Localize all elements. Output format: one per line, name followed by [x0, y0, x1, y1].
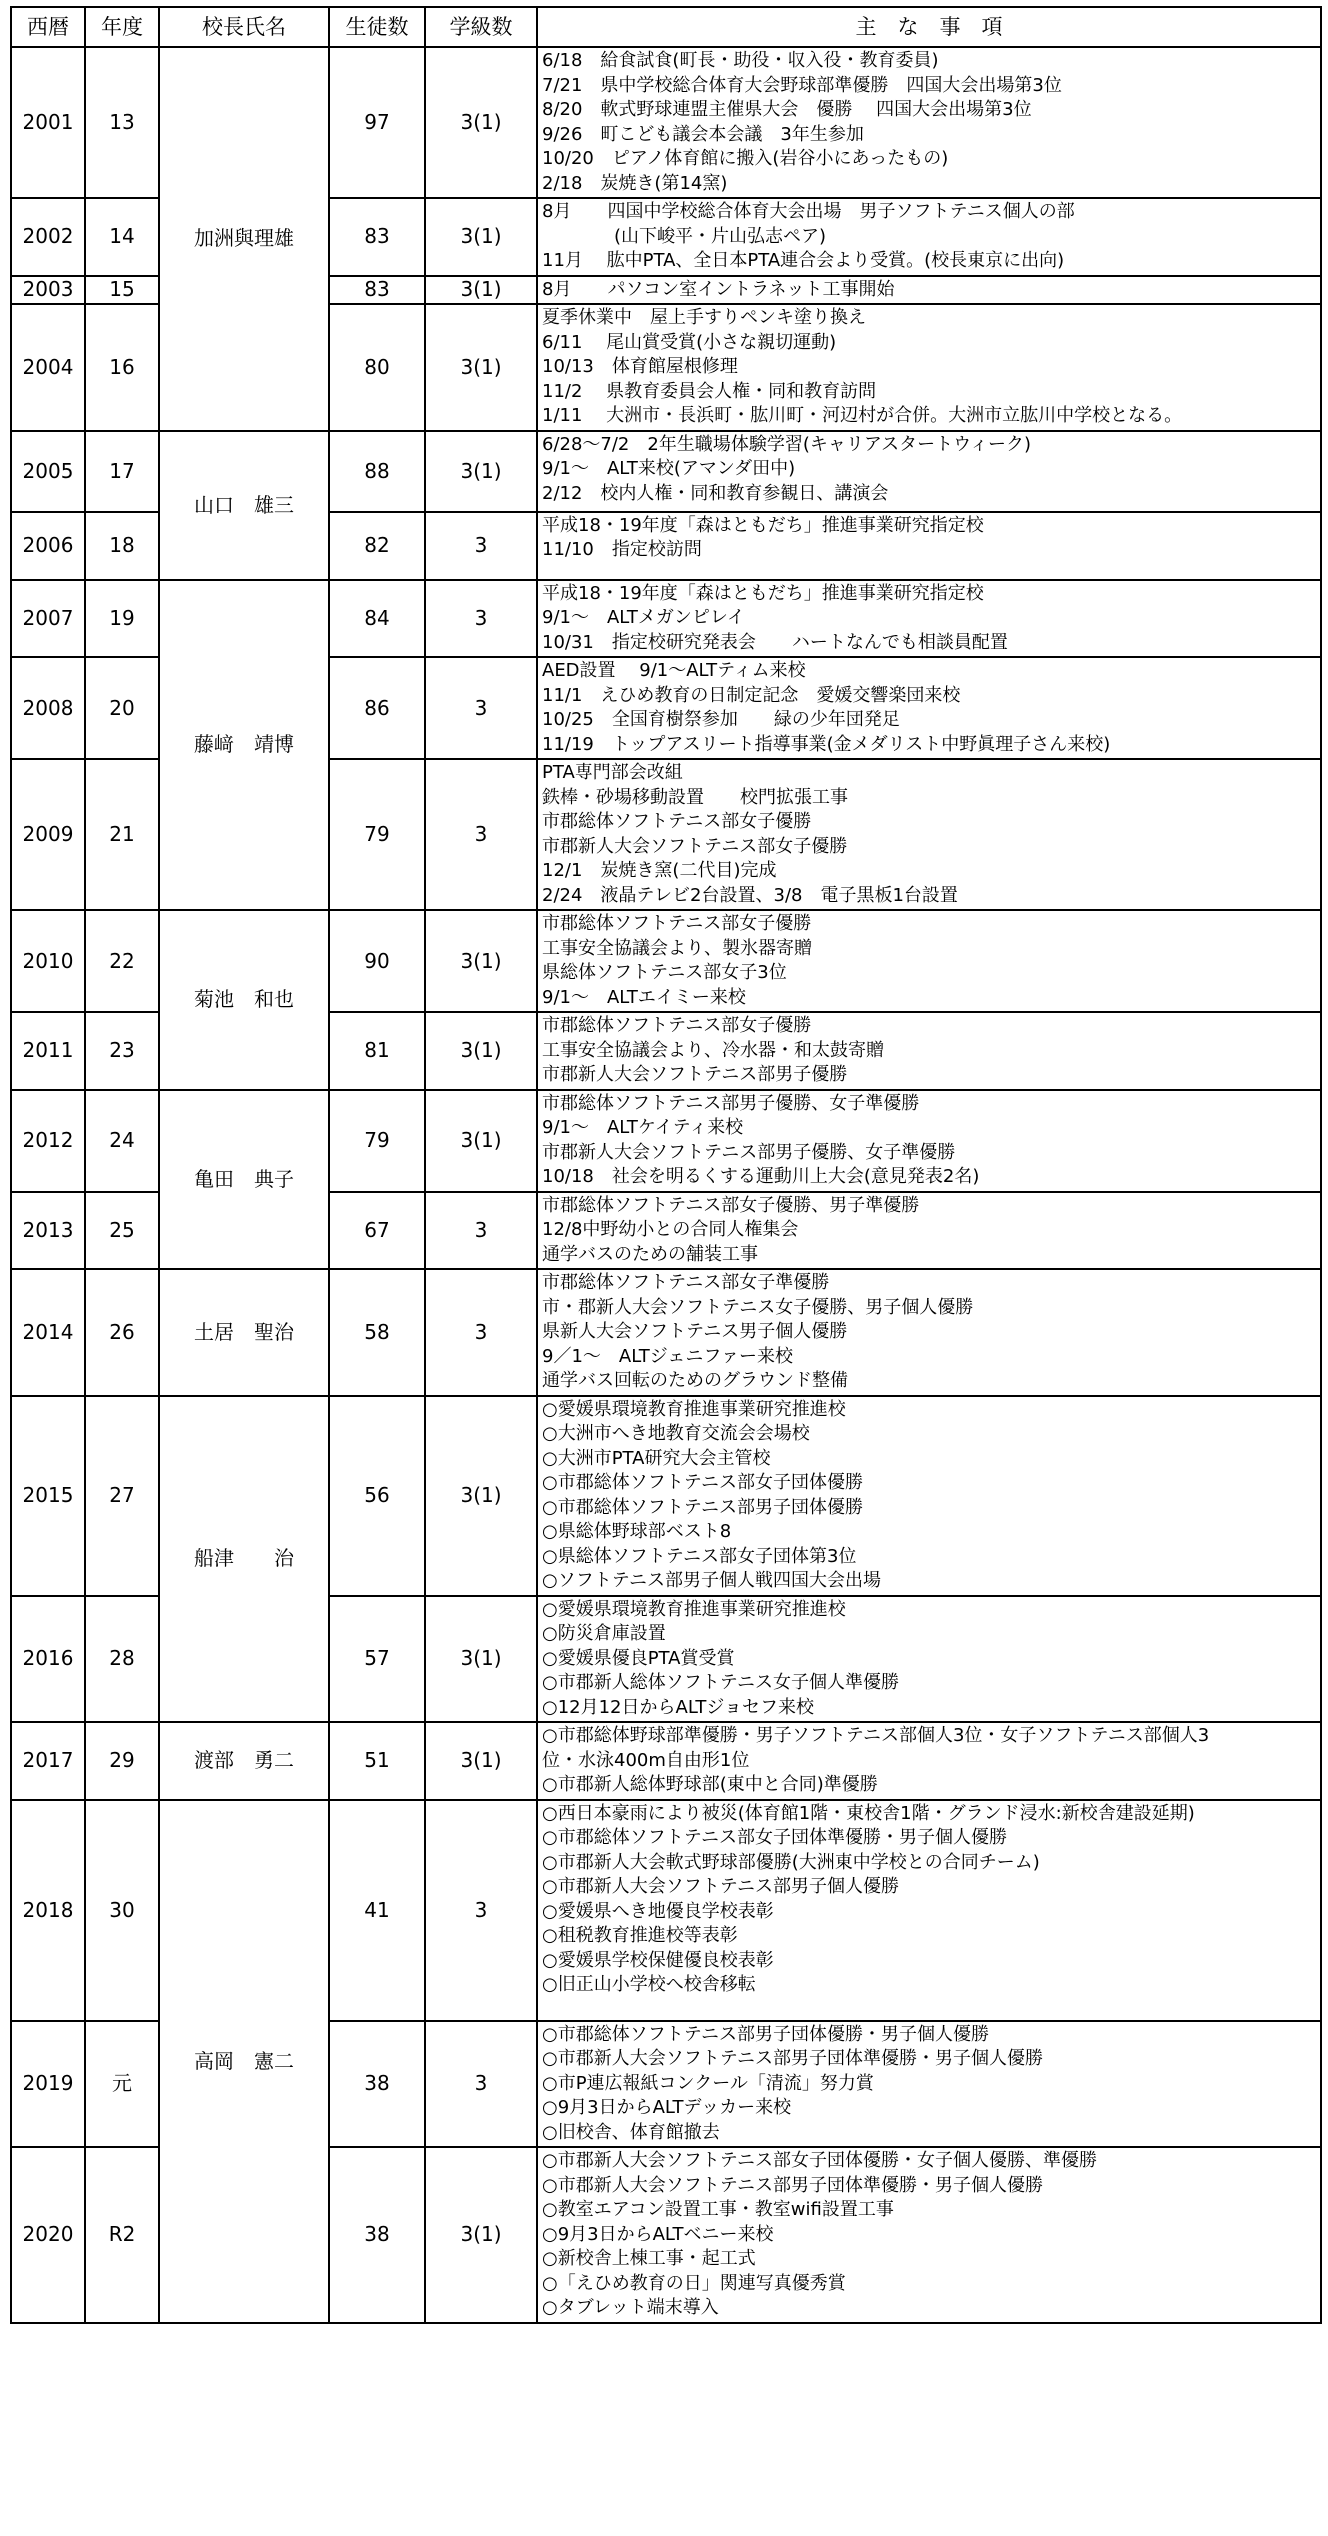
event-line: ○「えひめ教育の日」関連写真優秀賞	[542, 2272, 846, 2294]
classes-cell: 3(1)	[425, 304, 537, 431]
classes-cell: 3	[425, 580, 537, 658]
event-line: 10/25 全国育樹祭参加 緑の少年団発足	[542, 709, 900, 730]
event-line: 市・郡新人大会ソフトテニス女子優勝、男子個人優勝	[542, 1296, 974, 1318]
year-cell: 2016	[11, 1596, 85, 1723]
event-line: AED設置 9/1～ALTティム来校	[542, 660, 806, 681]
event-line: ○愛媛県環境教育推進事業研究推進校	[542, 1398, 846, 1420]
event-line: 2/24 液晶テレビ2台設置、3/8 電子黒板1台設置	[542, 884, 958, 906]
events-cell	[537, 512, 1321, 580]
event-line: ○県総体ソフトテニス部女子団体第3位	[542, 1545, 857, 1567]
event-line: ○市郡総体野球部準優勝・男子ソフトテニス部個人3位・女子ソフトテニス部個人3	[542, 1725, 1210, 1746]
event-line: ○愛媛県へき地優良学校表彰	[542, 1900, 774, 1922]
students-cell: 83	[329, 276, 425, 305]
event-line: ○ソフトテニス部男子個人戦四国大会出場	[542, 1570, 881, 1591]
classes-cell: 3	[425, 2021, 537, 2148]
classes-cell: 3	[425, 512, 537, 580]
event-line: ○市郡新人大会ソフトテニス部男子団体準優勝・男子個人優勝	[542, 2048, 1043, 2069]
event-line: 10/18 社会を明るくする運動川上大会(意見発表2名)	[542, 1166, 980, 1187]
students-cell: 82	[329, 512, 425, 580]
classes-cell: 3(1)	[425, 431, 537, 512]
year-cell: 2004	[11, 304, 85, 431]
year-cell: 2007	[11, 580, 85, 658]
year-cell: 2010	[11, 910, 85, 1012]
principal-name-cell: 藤﨑 靖博	[159, 580, 329, 911]
event-line: 8/20 軟式野球連盟主催県大会 優勝 四国大会出場第3位	[542, 99, 1032, 120]
students-cell: 80	[329, 304, 425, 431]
event-line: ○大洲市PTA研究大会主管校	[542, 1447, 771, 1469]
year-cell: 2019	[11, 2021, 85, 2148]
year-cell: 2012	[11, 1090, 85, 1192]
event-line: 通学バスのための舗装工事	[542, 1243, 758, 1265]
students-cell: 38	[329, 2021, 425, 2148]
era-cell: 17	[85, 431, 159, 512]
era-cell: 26	[85, 1269, 159, 1396]
event-line: ○12月12日からALTジョセフ来校	[542, 1696, 815, 1718]
classes-cell: 3(1)	[425, 47, 537, 198]
students-cell: 90	[329, 910, 425, 1012]
events-cell	[537, 1800, 1321, 2021]
event-line: 平成18・19年度「森はともだち」推進事業研究指定校	[542, 514, 984, 536]
event-line: ○市郡新人大会ソフトテニス部男子団体準優勝・男子個人優勝	[542, 2174, 1043, 2196]
event-line: 6/28～7/2 2年生職場体験学習(キャリアスタートウィーク)	[542, 433, 1032, 455]
classes-cell: 3(1)	[425, 1396, 537, 1596]
era-cell: 25	[85, 1192, 159, 1270]
era-cell: 30	[85, 1800, 159, 2021]
event-line: 6/18 給食試食(町長・助役・収入役・教育委員)	[542, 50, 939, 71]
year-cell: 2001	[11, 47, 85, 198]
events-cell	[537, 1012, 1321, 1090]
school-history-table	[10, 6, 1322, 2324]
table-row	[11, 1800, 1321, 2021]
event-line: 工事安全協議会より、冷水器・和太鼓寄贈	[542, 1039, 884, 1061]
events-cell	[537, 1722, 1321, 1800]
era-cell: 27	[85, 1396, 159, 1596]
classes-cell: 3(1)	[425, 910, 537, 1012]
year-cell: 2008	[11, 657, 85, 759]
principal-name-cell: 亀田 典子	[159, 1090, 329, 1270]
event-line: 鉄棒・砂場移動設置 校門拡張工事	[542, 786, 848, 808]
event-line: 6/11 尾山賞受賞(小さな親切運動)	[542, 331, 837, 353]
students-cell: 97	[329, 47, 425, 198]
year-cell: 2005	[11, 431, 85, 512]
event-line: 平成18・19年度「森はともだち」推進事業研究指定校	[542, 582, 984, 604]
students-cell: 88	[329, 431, 425, 512]
event-line: 9/1～ ALT来校(アマンダ田中)	[542, 458, 796, 479]
year-cell: 2003	[11, 276, 85, 305]
event-line: ○市郡新人大会ソフトテニス部女子団体優勝・女子個人優勝、準優勝	[542, 2150, 1097, 2171]
table-row	[11, 431, 1321, 512]
year-cell: 2020	[11, 2147, 85, 2323]
principal-name-cell: 土居 聖治	[159, 1269, 329, 1396]
event-line: 10/31 指定校研究発表会 ハートなんでも相談員配置	[542, 631, 1008, 653]
event-line: 11/10 指定校訪問	[542, 539, 702, 560]
event-line: 市郡総体ソフトテニス部女子優勝、男子準優勝	[542, 1194, 920, 1216]
year-cell: 2018	[11, 1800, 85, 2021]
event-line: 市郡総体ソフトテニス部女子優勝	[542, 1015, 812, 1036]
event-line: 9/1～ ALTメガンピレイ	[542, 607, 745, 628]
events-cell	[537, 1396, 1321, 1596]
principal-name-cell: 加洲與理雄	[159, 47, 329, 431]
event-line: 市郡新人大会ソフトテニス部女子優勝	[542, 835, 848, 857]
era-cell: 21	[85, 759, 159, 910]
era-cell: 23	[85, 1012, 159, 1090]
classes-cell: 3	[425, 759, 537, 910]
era-cell: 15	[85, 276, 159, 305]
event-line: ○市郡総体ソフトテニス部男子団体優勝	[542, 1496, 863, 1518]
year-cell: 2014	[11, 1269, 85, 1396]
event-line: 市郡新人大会ソフトテニス部男子優勝、女子準優勝	[542, 1141, 956, 1163]
event-line: 県総体ソフトテニス部女子3位	[542, 962, 787, 983]
classes-cell: 3	[425, 1192, 537, 1270]
event-line: ○愛媛県環境教育推進事業研究推進校	[542, 1598, 846, 1620]
event-line: ○旧校舎、体育館撤去	[542, 2121, 720, 2143]
students-cell: 84	[329, 580, 425, 658]
events-cell	[537, 2021, 1321, 2148]
event-line: 8月 四国中学校総合体育大会出場 男子ソフトテニス個人の部	[542, 201, 1075, 222]
event-line: ○9月3日からALTデッカー来校	[542, 2097, 792, 2118]
principal-name-cell: 船津 治	[159, 1396, 329, 1723]
principal-name-cell: 高岡 憲二	[159, 1800, 329, 2323]
header-students: 生徒数	[329, 7, 425, 47]
students-cell: 56	[329, 1396, 425, 1596]
students-cell: 79	[329, 759, 425, 910]
event-line: ○旧正山小学校へ校舎移転	[542, 1974, 756, 1995]
header-events: 主 な 事 項	[537, 7, 1321, 47]
table-row	[11, 1722, 1321, 1800]
classes-cell: 3(1)	[425, 276, 537, 305]
event-line: 7/21 県中学校総合体育大会野球部準優勝 四国大会出場第3位	[542, 74, 1062, 96]
event-line: ○防災倉庫設置	[542, 1623, 666, 1644]
year-cell: 2002	[11, 198, 85, 276]
principal-name-cell: 菊池 和也	[159, 910, 329, 1090]
event-line: 12/8中野幼小との合同人権集会	[542, 1219, 799, 1240]
event-line: ○市P連広報紙コンクール「清流」努力賞	[542, 2072, 874, 2094]
era-cell: 14	[85, 198, 159, 276]
classes-cell: 3(1)	[425, 1090, 537, 1192]
students-cell: 86	[329, 657, 425, 759]
event-line: ○愛媛県学校保健優良校表彰	[542, 1949, 774, 1971]
events-cell	[537, 47, 1321, 198]
table-row	[11, 1269, 1321, 1396]
event-line: ○市郡新人総体ソフトテニス女子個人準優勝	[542, 1672, 899, 1693]
events-cell	[537, 759, 1321, 910]
events-cell	[537, 580, 1321, 658]
event-line: 11/1 えひめ教育の日制定記念 愛媛交響楽団来校	[542, 684, 961, 706]
table-row	[11, 1396, 1321, 1596]
era-cell: 19	[85, 580, 159, 658]
era-cell: 28	[85, 1596, 159, 1723]
event-line: 9/1～ ALTケイティ来校	[542, 1117, 744, 1138]
event-line: ○9月3日からALTベニー来校	[542, 2223, 774, 2245]
students-cell: 41	[329, 1800, 425, 2021]
event-line: 9/1～ ALTエイミー来校	[542, 986, 746, 1008]
classes-cell: 3(1)	[425, 1596, 537, 1723]
event-line: 2/18 炭焼き(第14窯)	[542, 172, 728, 194]
era-cell: 18	[85, 512, 159, 580]
event-line: ○市郡総体ソフトテニス部男子団体優勝・男子個人優勝	[542, 2023, 989, 2045]
principal-name-cell: 山口 雄三	[159, 431, 329, 580]
year-cell: 2015	[11, 1396, 85, 1596]
events-cell	[537, 431, 1321, 512]
events-cell	[537, 198, 1321, 276]
event-line: ○市郡総体ソフトテニス部女子団体準優勝・男子個人優勝	[542, 1827, 1007, 1848]
header-year: 西暦	[11, 7, 85, 47]
classes-cell: 3(1)	[425, 1012, 537, 1090]
classes-cell: 3	[425, 657, 537, 759]
event-line: 工事安全協議会より、製氷器寄贈	[542, 937, 812, 959]
event-line: ○西日本豪雨により被災(体育館1階・東校舎1階・グランド浸水:新校舎建設延期)	[542, 1802, 1195, 1824]
year-cell: 2006	[11, 512, 85, 580]
students-cell: 79	[329, 1090, 425, 1192]
era-cell: 13	[85, 47, 159, 198]
event-line: 市郡新人大会ソフトテニス部男子優勝	[542, 1064, 848, 1085]
table-row	[11, 47, 1321, 198]
event-line: 夏季休業中 屋上手すりペンキ塗り換え	[542, 307, 866, 328]
era-cell: 元	[85, 2021, 159, 2148]
era-cell: 22	[85, 910, 159, 1012]
event-line: ○市郡新人総体野球部(東中と合同)準優勝	[542, 1774, 878, 1795]
header-principal: 校長氏名	[159, 7, 329, 47]
event-line: 11/2 県教育委員会人権・同和教育訪問	[542, 380, 877, 402]
events-cell	[537, 1269, 1321, 1396]
header-row	[11, 7, 1321, 47]
events-cell	[537, 276, 1321, 305]
event-line: ○市郡総体ソフトテニス部女子団体優勝	[542, 1472, 863, 1493]
classes-cell: 3(1)	[425, 198, 537, 276]
event-line: 11/19 トップアスリート指導事業(金メダリスト中野眞理子さん来校)	[542, 733, 1111, 755]
classes-cell: 3(1)	[425, 1722, 537, 1800]
events-cell	[537, 657, 1321, 759]
table-row	[11, 580, 1321, 658]
event-line: 通学バス回転のためのグラウンド整備	[542, 1370, 848, 1391]
students-cell: 58	[329, 1269, 425, 1396]
year-cell: 2017	[11, 1722, 85, 1800]
era-cell: 24	[85, 1090, 159, 1192]
event-line: 2/12 校内人権・同和教育参観日、講演会	[542, 482, 889, 504]
era-cell: 16	[85, 304, 159, 431]
students-cell: 67	[329, 1192, 425, 1270]
event-line: 10/13 体育館屋根修理	[542, 356, 738, 377]
events-cell	[537, 1192, 1321, 1270]
event-line: 位・水泳400m自由形1位	[542, 1749, 750, 1771]
event-line: 11月 肱中PTA、全日本PTA連合会より受賞。(校長東京に出向)	[542, 250, 1065, 271]
events-cell	[537, 304, 1321, 431]
events-cell	[537, 910, 1321, 1012]
event-line: 9／1～ ALTジェニファー来校	[542, 1345, 794, 1367]
event-line: ○市郡新人大会軟式野球部優勝(大洲東中学校との合同チーム)	[542, 1851, 1040, 1873]
principal-name-cell: 渡部 勇二	[159, 1722, 329, 1800]
event-line: 県新人大会ソフトテニス男子個人優勝	[542, 1321, 848, 1342]
event-line: 市郡総体ソフトテニス部女子準優勝	[542, 1272, 830, 1293]
event-line: ○市郡新人大会ソフトテニス部男子個人優勝	[542, 1876, 899, 1897]
event-line: PTA専門部会改組	[542, 762, 683, 783]
students-cell: 83	[329, 198, 425, 276]
event-line: 市郡総体ソフトテニス部女子優勝	[542, 811, 812, 832]
events-cell	[537, 1090, 1321, 1192]
event-line: 12/1 炭焼き窯(二代目)完成	[542, 860, 777, 881]
event-line: ○租税教育推進校等表彰	[542, 1925, 738, 1946]
students-cell: 38	[329, 2147, 425, 2323]
event-line: ○新校舎上棟工事・起工式	[542, 2248, 756, 2269]
event-line: (山下峻平・片山弘志ペア)	[542, 225, 827, 247]
event-line: 市郡総体ソフトテニス部女子優勝	[542, 913, 812, 934]
event-line: ○タブレット端末導入	[542, 2297, 719, 2318]
event-line: 市郡総体ソフトテニス部男子優勝、女子準優勝	[542, 1092, 920, 1114]
era-cell: 20	[85, 657, 159, 759]
event-line: ○愛媛県優良PTA賞受賞	[542, 1647, 735, 1669]
classes-cell: 3	[425, 1800, 537, 2021]
classes-cell: 3(1)	[425, 2147, 537, 2323]
table-row	[11, 1090, 1321, 1192]
event-line: ○大洲市へき地教育交流会会場校	[542, 1423, 810, 1444]
events-cell	[537, 1596, 1321, 1723]
event-line: 10/20 ピアノ体育館に搬入(岩谷小にあったもの)	[542, 148, 949, 169]
event-line: ○教室エアコン設置工事・教室wifi設置工事	[542, 2199, 894, 2220]
year-cell: 2013	[11, 1192, 85, 1270]
classes-cell: 3	[425, 1269, 537, 1396]
event-line: 9/26 町こども議会本会議 3年生参加	[542, 123, 864, 145]
header-classes: 学級数	[425, 7, 537, 47]
year-cell: 2009	[11, 759, 85, 910]
students-cell: 51	[329, 1722, 425, 1800]
table-row	[11, 910, 1321, 1012]
students-cell: 81	[329, 1012, 425, 1090]
students-cell: 57	[329, 1596, 425, 1723]
event-line: 8月 パソコン室イントラネット工事開始	[542, 278, 895, 300]
year-cell: 2011	[11, 1012, 85, 1090]
event-line: ○県総体野球部ベスト8	[542, 1521, 732, 1542]
header-era: 年度	[85, 7, 159, 47]
era-cell: R2	[85, 2147, 159, 2323]
events-cell	[537, 2147, 1321, 2323]
event-line: 1/11 大洲市・長浜町・肱川町・河辺村が合併。大洲市立肱川中学校となる。	[542, 405, 1183, 426]
era-cell: 29	[85, 1722, 159, 1800]
